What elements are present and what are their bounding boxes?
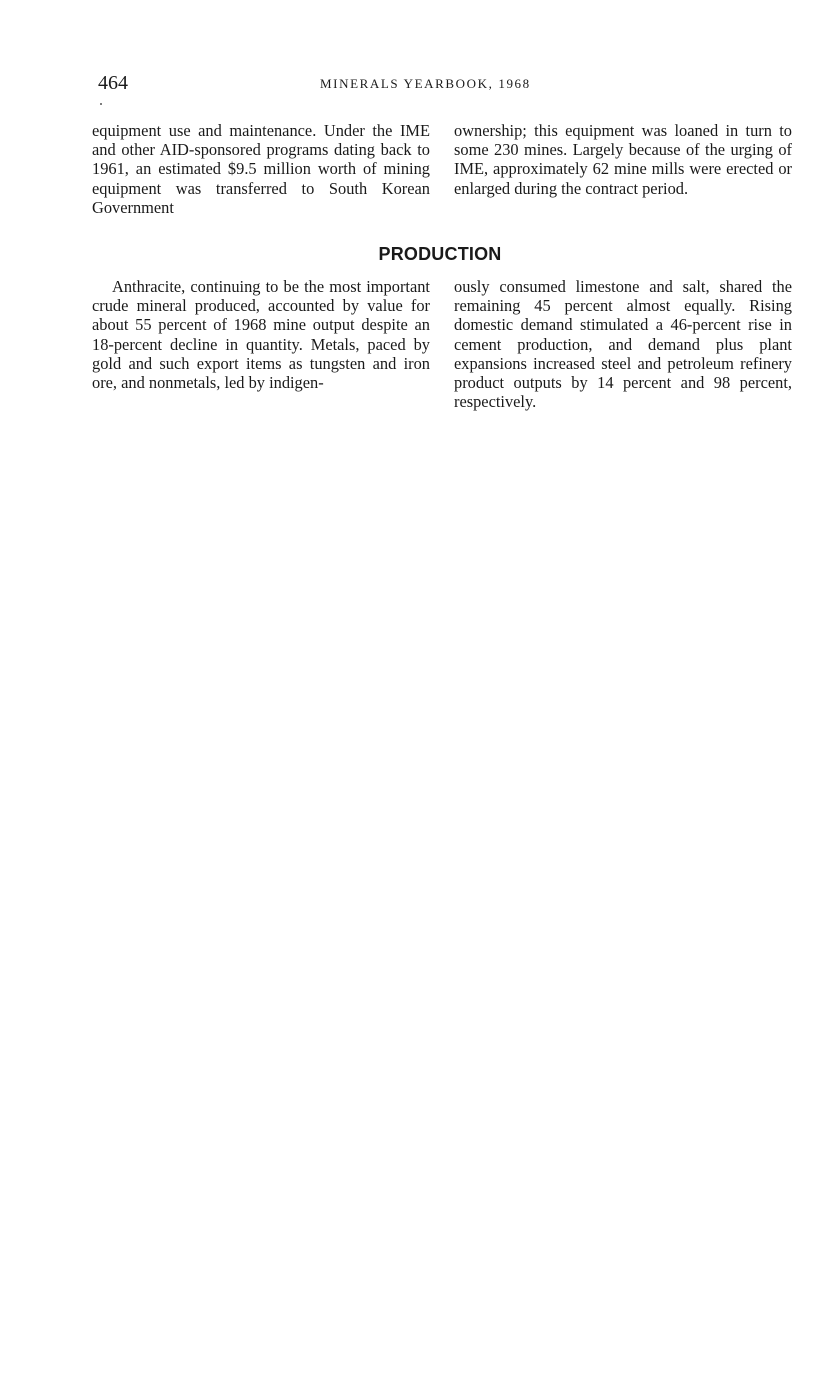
page-number: 464 (98, 72, 128, 94)
production-paragraph-left: Anthracite, continuing to be the most important crude mineral produced, accounted by value for about 55 percent of 1968 mine output despite an 18-percent decline in quantity. Metals, paced by gold and such export items as tungsten and iron ore, and nonmetals, led by indigen- (92, 277, 430, 393)
stray-mark (100, 103, 102, 105)
production-column-left (92, 277, 430, 392)
production-column-right (454, 277, 792, 411)
section-heading-production: PRODUCTION (378, 244, 502, 264)
production-paragraph-right: ously consumed limestone and salt, shared the remaining 45 percent almost equally. Rising domestic demand stimulated a 46-percent rise in cement production, and demand plus plant expansions increased steel and petroleum refinery product outputs by 14 percent and 98 percent, respectively. (454, 277, 792, 412)
continuation-paragraph-left: equipment use and maintenance. Under the IME and other AID-sponsored programs dating back to 1961, an estimated $9.5 million worth of mining equipment was transferred to South Korean Government (92, 121, 430, 217)
continuation-column-left (92, 121, 430, 217)
continuation-column-right (454, 121, 792, 198)
running-title: MINERALS YEARBOOK, 1968 (320, 76, 531, 91)
continuation-paragraph-right: ownership; this equipment was loaned in turn to some 230 mines. Largely because of the urging of IME, approximately 62 mine mills were erected or enlarged during the contract period. (454, 121, 792, 198)
